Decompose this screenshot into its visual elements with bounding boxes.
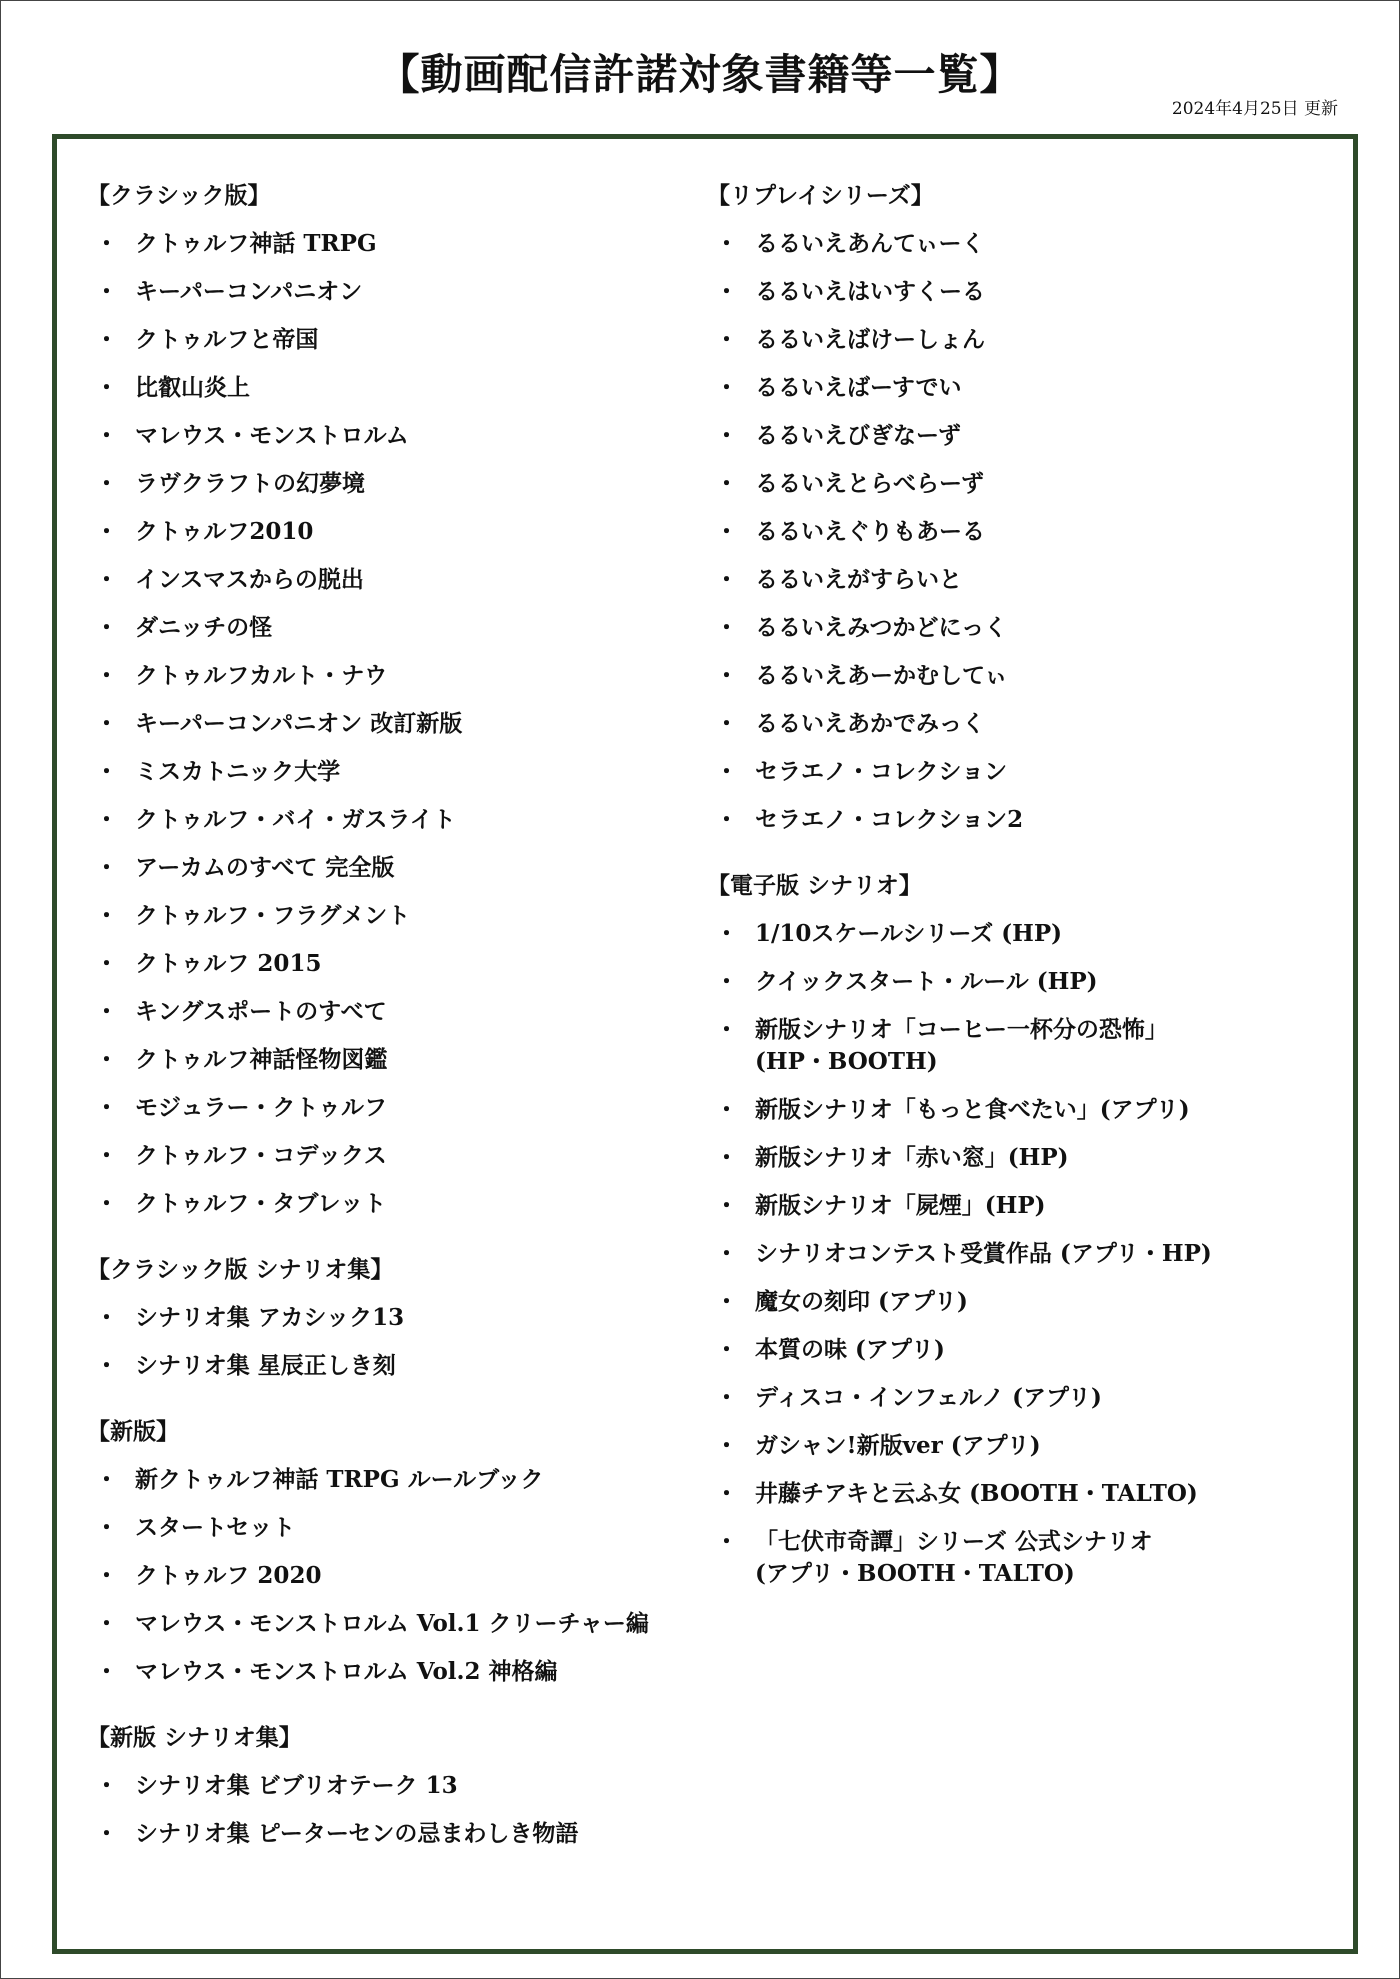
- book-title: 1/10スケールシリーズ (HP): [755, 920, 1063, 947]
- bullet-icon: ・: [715, 566, 738, 593]
- section-heading: 【クラシック版 シナリオ集】: [87, 1256, 394, 1283]
- book-title: クトゥルフ 2015: [135, 950, 322, 977]
- list-item: [707, 1326, 1327, 1374]
- section-heading: 【新版 シナリオ集】: [87, 1724, 302, 1751]
- book-title: 新版シナリオ「コーヒー一杯分の恐怖」 (HP・BOOTH): [755, 1016, 1168, 1075]
- book-title: シナリオ集 星辰正しき刻: [135, 1352, 396, 1379]
- list-item: [87, 364, 707, 412]
- book-title: 新版シナリオ「赤い窓」(HP): [755, 1144, 1069, 1171]
- bullet-icon: ・: [95, 1466, 118, 1493]
- book-list: [87, 1762, 707, 1858]
- section-heading: 【クラシック版】: [87, 182, 271, 209]
- book-title: クトゥルフ・フラグメント: [135, 902, 411, 929]
- list-item: [707, 700, 1327, 748]
- bullet-icon: ・: [715, 518, 738, 545]
- bullet-icon: ・: [715, 758, 738, 785]
- book-title: 比叡山炎上: [135, 374, 250, 401]
- book-title: マレウス・モンストロルム: [135, 422, 409, 449]
- bullet-icon: ・: [715, 1016, 738, 1043]
- book-title: クトゥルフ神話 TRPG: [135, 230, 377, 257]
- bullet-icon: ・: [95, 1610, 118, 1637]
- book-title: 「七伏市奇譚」シリーズ 公式シナリオ (アプリ・BOOTH・TALTO): [755, 1528, 1153, 1587]
- bullet-icon: ・: [715, 1096, 738, 1123]
- bullet-icon: ・: [715, 1240, 738, 1267]
- book-title: クトゥルフ・バイ・ガスライト: [135, 806, 456, 833]
- list-item: [707, 412, 1327, 460]
- bullet-icon: ・: [95, 950, 118, 977]
- list-item: [87, 652, 707, 700]
- list-item: [707, 652, 1327, 700]
- bullet-icon: ・: [95, 998, 118, 1025]
- book-title: るるいえとらべらーず: [755, 470, 984, 497]
- section-digital-scenarios: [707, 868, 1327, 1598]
- bullet-icon: ・: [95, 662, 118, 689]
- book-title: シナリオ集 ビブリオテーク 13: [135, 1772, 458, 1799]
- updated-date: 2024年4月25日 更新: [1171, 99, 1338, 119]
- list-item: [87, 1342, 707, 1390]
- section-heading: 【電子版 シナリオ】: [707, 872, 922, 899]
- list-item: [707, 1086, 1327, 1134]
- list-item: [707, 1006, 1327, 1086]
- bullet-icon: ・: [95, 1094, 118, 1121]
- list-item: [707, 1518, 1327, 1598]
- book-title: るるいえあかでみっく: [755, 710, 985, 737]
- bullet-icon: ・: [715, 806, 738, 833]
- list-item: [707, 1422, 1327, 1470]
- list-item: [707, 316, 1327, 364]
- section-new-edition: [87, 1414, 707, 1696]
- bullet-icon: ・: [715, 470, 738, 497]
- book-list: [707, 220, 1327, 844]
- book-list: [707, 910, 1327, 1598]
- left-column: [87, 178, 707, 1882]
- bullet-icon: ・: [95, 374, 118, 401]
- bullet-icon: ・: [95, 1304, 118, 1331]
- bullet-icon: ・: [95, 902, 118, 929]
- list-item: [707, 958, 1327, 1006]
- book-title: るるいえあーかむしてぃ: [755, 662, 1008, 689]
- list-item: [87, 508, 707, 556]
- book-title: マレウス・モンストロルム Vol.1 クリーチャー編: [135, 1610, 649, 1637]
- bullet-icon: ・: [95, 326, 118, 353]
- list-item: [707, 1134, 1327, 1182]
- list-item: [707, 556, 1327, 604]
- list-item: [87, 460, 707, 508]
- book-title: クトゥルフ・タブレット: [135, 1190, 387, 1217]
- book-title: ガシャン!新版ver (アプリ): [755, 1432, 1041, 1459]
- list-item: [87, 1600, 707, 1648]
- book-title: シナリオコンテスト受賞作品 (アプリ・HP): [755, 1240, 1212, 1267]
- list-item: [707, 796, 1327, 844]
- list-item: [87, 604, 707, 652]
- book-list: [87, 1294, 707, 1390]
- section-classic-scenarios: [87, 1252, 707, 1390]
- book-title: マレウス・モンストロルム Vol.2 神格編: [135, 1658, 558, 1685]
- book-title: クトゥルフ・コデックス: [135, 1142, 387, 1169]
- list-item: [87, 940, 707, 988]
- book-list: [87, 220, 707, 1228]
- list-item: [707, 1278, 1327, 1326]
- bullet-icon: ・: [715, 374, 738, 401]
- bullet-icon: ・: [95, 1658, 118, 1685]
- bullet-icon: ・: [95, 1046, 118, 1073]
- book-title: るるいえばーすでい: [755, 374, 962, 401]
- book-title: キングスポートのすべて: [135, 998, 387, 1025]
- list-item: [707, 508, 1327, 556]
- list-item: [87, 1036, 707, 1084]
- list-item: [87, 796, 707, 844]
- bullet-icon: ・: [95, 1190, 118, 1217]
- bullet-icon: ・: [715, 422, 738, 449]
- bullet-icon: ・: [95, 854, 118, 881]
- book-title: セラエノ・コレクション2: [755, 806, 1024, 833]
- list-item: [707, 748, 1327, 796]
- list-item: [707, 910, 1327, 958]
- bullet-icon: ・: [715, 1480, 738, 1507]
- bullet-icon: ・: [95, 614, 118, 641]
- bullet-icon: ・: [95, 1142, 118, 1169]
- bullet-icon: ・: [95, 758, 118, 785]
- book-title: セラエノ・コレクション: [755, 758, 1008, 785]
- book-title: 本質の味 (アプリ): [755, 1336, 945, 1363]
- book-title: るるいえがすらいと: [755, 566, 962, 593]
- book-title: ダニッチの怪: [135, 614, 273, 641]
- list-item: [87, 556, 707, 604]
- list-item: [87, 1294, 707, 1342]
- book-title: 魔女の刻印 (アプリ): [755, 1288, 968, 1315]
- list-item: [707, 1470, 1327, 1518]
- bullet-icon: ・: [95, 710, 118, 737]
- list-item: [87, 1456, 707, 1504]
- list-item: [707, 268, 1327, 316]
- section-classic: [87, 178, 707, 1228]
- bullet-icon: ・: [715, 710, 738, 737]
- list-item: [87, 1552, 707, 1600]
- list-item: [707, 1230, 1327, 1278]
- bullet-icon: ・: [95, 230, 118, 257]
- book-title: ラヴクラフトの幻夢境: [135, 470, 365, 497]
- bullet-icon: ・: [95, 1820, 118, 1847]
- list-item: [87, 700, 707, 748]
- bullet-icon: ・: [95, 278, 118, 305]
- book-title: 新クトゥルフ神話 TRPG ルールブック: [135, 1466, 544, 1493]
- list-item: [87, 1648, 707, 1696]
- section-heading: 【新版】: [87, 1418, 179, 1445]
- bullet-icon: ・: [715, 1192, 738, 1219]
- right-column: [707, 178, 1327, 1622]
- bullet-icon: ・: [715, 278, 738, 305]
- book-title: シナリオ集 ピーターセンの忌まわしき物語: [135, 1820, 579, 1847]
- book-title: 新版シナリオ「屍煙」(HP): [755, 1192, 1046, 1219]
- list-item: [87, 316, 707, 364]
- list-item: [87, 988, 707, 1036]
- book-title: クトゥルフと帝国: [135, 326, 319, 353]
- book-title: ミスカトニック大学: [135, 758, 341, 785]
- list-item: [87, 412, 707, 460]
- list-item: [87, 1084, 707, 1132]
- bullet-icon: ・: [95, 518, 118, 545]
- list-item: [707, 1182, 1327, 1230]
- book-title: アーカムのすべて 完全版: [135, 854, 395, 881]
- bullet-icon: ・: [95, 1772, 118, 1799]
- list-item: [87, 1762, 707, 1810]
- list-item: [87, 1180, 707, 1228]
- bullet-icon: ・: [95, 470, 118, 497]
- bullet-icon: ・: [715, 326, 738, 353]
- bullet-icon: ・: [95, 806, 118, 833]
- list-item: [707, 220, 1327, 268]
- book-title: シナリオ集 アカシック13: [135, 1304, 405, 1331]
- book-title: るるいえあんてぃーく: [755, 230, 985, 257]
- list-item: [707, 1374, 1327, 1422]
- book-title: るるいえばけーしょん: [755, 326, 985, 353]
- list-frame: [52, 134, 1358, 1954]
- book-title: 井藤チアキと云ふ女 (BOOTH・TALTO): [755, 1480, 1198, 1507]
- list-item: [87, 892, 707, 940]
- section-new-scenarios: [87, 1720, 707, 1858]
- bullet-icon: ・: [715, 1528, 738, 1555]
- book-title: クトゥルフカルト・ナウ: [135, 662, 388, 689]
- book-title: 新版シナリオ「もっと食べたい」(アプリ): [755, 1096, 1190, 1123]
- bullet-icon: ・: [715, 1288, 738, 1315]
- book-list: [87, 1456, 707, 1696]
- bullet-icon: ・: [715, 1432, 738, 1459]
- list-item: [87, 1504, 707, 1552]
- book-title: クトゥルフ神話怪物図鑑: [135, 1046, 388, 1073]
- bullet-icon: ・: [95, 566, 118, 593]
- list-item: [707, 604, 1327, 652]
- book-title: スタートセット: [135, 1514, 296, 1541]
- bullet-icon: ・: [715, 968, 738, 995]
- list-item: [707, 460, 1327, 508]
- book-title: るるいえぐりもあーる: [755, 518, 985, 545]
- bullet-icon: ・: [715, 1336, 738, 1363]
- list-item: [87, 220, 707, 268]
- bullet-icon: ・: [715, 1384, 738, 1411]
- book-title: キーパーコンパニオン: [135, 278, 363, 305]
- bullet-icon: ・: [715, 920, 738, 947]
- bullet-icon: ・: [715, 614, 738, 641]
- bullet-icon: ・: [95, 1514, 118, 1541]
- book-title: るるいえびぎなーず: [755, 422, 961, 449]
- list-item: [707, 364, 1327, 412]
- page-title: 【動画配信許諾対象書籍等一覧】: [377, 50, 1023, 99]
- list-item: [87, 268, 707, 316]
- book-title: ディスコ・インフェルノ (アプリ): [755, 1384, 1102, 1411]
- section-replay: [707, 178, 1327, 844]
- list-item: [87, 844, 707, 892]
- book-title: るるいえみつかどにっく: [755, 614, 1008, 641]
- bullet-icon: ・: [95, 422, 118, 449]
- book-title: クトゥルフ2010: [135, 518, 314, 545]
- bullet-icon: ・: [95, 1562, 118, 1589]
- book-title: インスマスからの脱出: [135, 566, 364, 593]
- book-title: モジュラー・クトゥルフ: [135, 1094, 387, 1121]
- list-item: [87, 1810, 707, 1858]
- section-heading: 【リプレイシリーズ】: [707, 182, 934, 209]
- book-title: クイックスタート・ルール (HP): [755, 968, 1098, 995]
- book-title: るるいえはいすくーる: [755, 278, 985, 305]
- list-item: [87, 748, 707, 796]
- bullet-icon: ・: [715, 662, 738, 689]
- book-title: キーパーコンパニオン 改訂新版: [135, 710, 463, 737]
- bullet-icon: ・: [715, 1144, 738, 1171]
- book-title: クトゥルフ 2020: [135, 1562, 322, 1589]
- bullet-icon: ・: [715, 230, 738, 257]
- list-item: [87, 1132, 707, 1180]
- bullet-icon: ・: [95, 1352, 118, 1379]
